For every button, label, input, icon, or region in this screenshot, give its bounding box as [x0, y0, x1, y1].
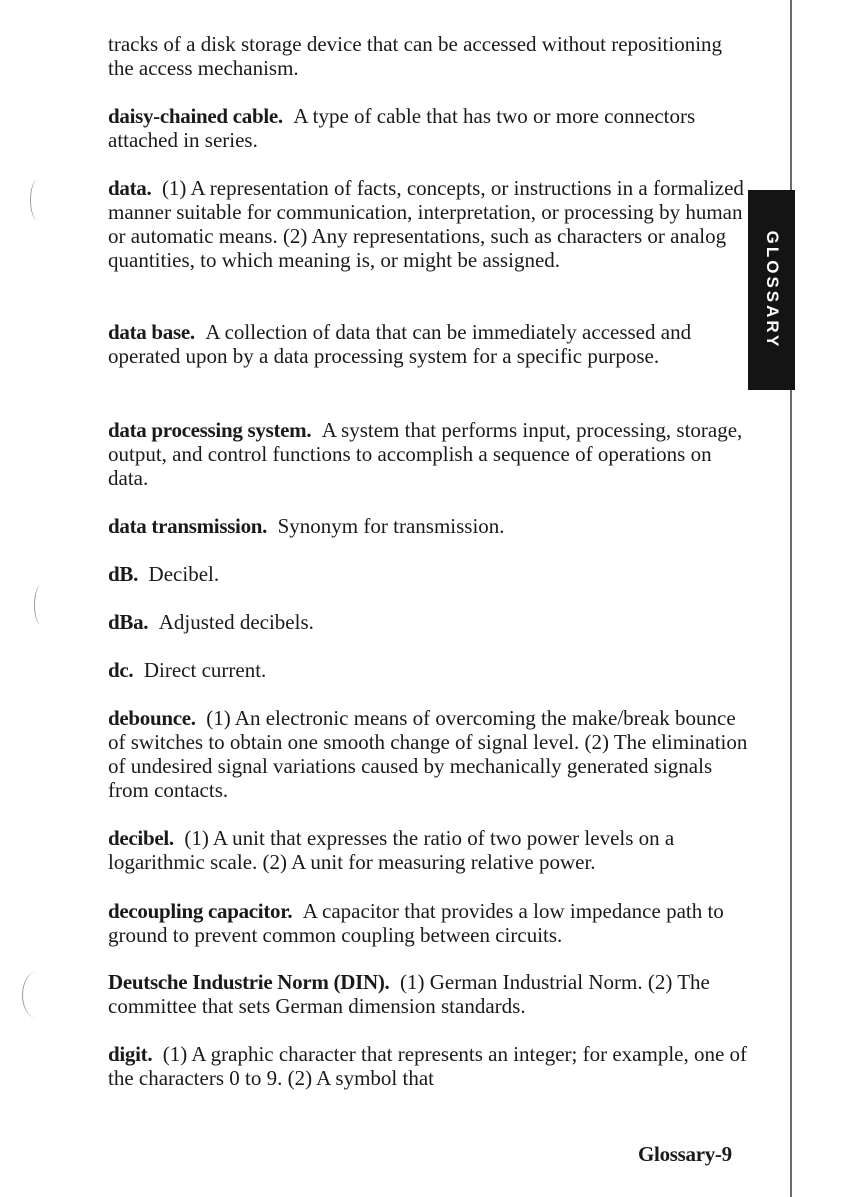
entry-decoupling-capacitor — [108, 899, 748, 947]
entry-term: daisy-chained cable. — [108, 104, 283, 128]
entry-definition: (1) A graphic character that represents an integer; for example, one of the characters 0 to 9. (2) A symbol that — [108, 1042, 748, 1090]
entry-db — [108, 562, 748, 586]
entry-decibel — [108, 826, 748, 874]
entry-definition: Synonym for transmission. — [277, 514, 505, 538]
entry-continuation — [108, 32, 748, 80]
entry-definition: (1) A unit that expresses the ratio of two power levels on a logarithmic scale. (2) A unit for measuring relative power. — [108, 826, 675, 874]
side-tab-label: GLOSSARY — [762, 230, 782, 350]
entry-term: debounce. — [108, 706, 196, 730]
entry-definition: (1) An electronic means of overcoming the make/break bounce of switches to obtain one smooth change of signal level. (2) The elimination of undesired signal variations caused by mechanically generated signals from contacts. — [108, 706, 748, 802]
entry-term: Deutsche Industrie Norm (DIN). — [108, 970, 390, 994]
entry-definition: A collection of data that can be immediately accessed and operated upon by a data processing system for a specific purpose. — [108, 320, 692, 368]
entry-definition: A system that performs input, processing, storage, output, and control functions to accomplish a sequence of operations on data. — [108, 418, 743, 490]
entry-term: data processing system. — [108, 418, 312, 442]
entry-dc — [108, 658, 748, 682]
entry-term: decoupling capacitor. — [108, 899, 293, 923]
binder-hole-mark — [30, 180, 45, 220]
entry-definition: Decibel. — [148, 562, 220, 586]
entry-data-transmission — [108, 514, 748, 538]
page-edge-rule — [790, 0, 792, 1197]
page-number: Glossary-9 — [638, 1142, 732, 1166]
entry-deutsche-industrie-norm — [108, 970, 748, 1018]
entry-daisy-chained-cable — [108, 104, 748, 152]
entry-term: data. — [108, 176, 152, 200]
binder-hole-mark — [22, 972, 51, 1018]
entry-digit — [108, 1042, 748, 1090]
entry-term: dc. — [108, 658, 134, 682]
entry-definition: Adjusted decibels. — [158, 610, 314, 634]
entry-term: decibel. — [108, 826, 174, 850]
entry-data — [108, 176, 748, 272]
entry-term: digit. — [108, 1042, 153, 1066]
entry-term: data base. — [108, 320, 195, 344]
entry-debounce — [108, 706, 748, 802]
entry-term: data transmission. — [108, 514, 268, 538]
entry-definition: Direct current. — [143, 658, 267, 682]
binder-hole-mark — [34, 585, 49, 625]
entry-dba — [108, 610, 748, 634]
entry-definition: A capacitor that provides a low impedance path to ground to prevent common coupling between circuits. — [108, 899, 724, 947]
glossary-side-tab — [748, 190, 795, 390]
entry-data-processing-system — [108, 418, 748, 490]
entry-definition: A type of cable that has two or more connectors attached in series. — [108, 104, 696, 152]
entry-term: dB. — [108, 562, 139, 586]
entry-term: dBa. — [108, 610, 149, 634]
entry-definition: (1) German Industrial Norm. (2) The committee that sets German dimension standards. — [108, 970, 710, 1018]
entry-data-base — [108, 320, 748, 368]
entry-definition: tracks of a disk storage device that can be accessed without repositioning the access mechanism. — [108, 32, 723, 80]
entry-definition: (1) A representation of facts, concepts, or instructions in a formalized manner suitable for communication, interpretation, or processing by human or automatic means. (2) Any representations, such as characters or analog quantities, to which meaning is, or might be assigned. — [108, 176, 744, 272]
